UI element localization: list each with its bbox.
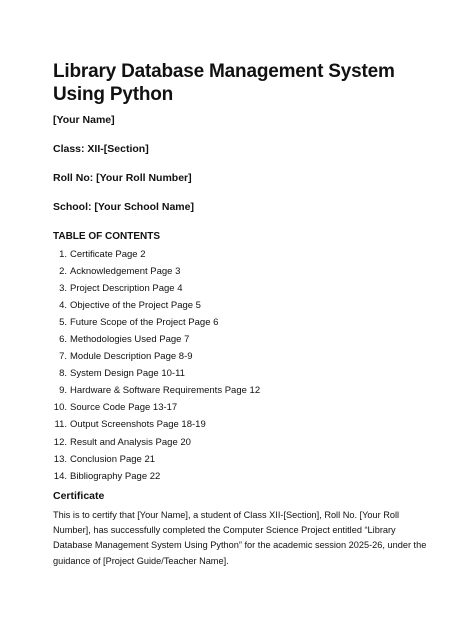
toc-item (53, 468, 260, 485)
toc-item-number: 8. (59, 368, 67, 380)
toc-item-label: Methodologies Used Page 7 (70, 334, 190, 346)
toc-item-label: Bibliography Page 22 (70, 470, 161, 482)
toc-item-number: 11. (54, 419, 67, 431)
toc-item-number: 3. (59, 282, 67, 294)
toc-item (53, 417, 260, 434)
toc-item (53, 297, 260, 314)
toc-item-number: 2. (59, 265, 67, 277)
certificate-paragraph: This is to certify that [Your Name], a student of Class XII-[Section], Roll No. [Your Roll Number], has successfully completed the Computer Science Project entitled “Library Database Management System Using Python” for the academic session 2025-26, under the guidance of [Project Guide/Teacher Name]. (53, 510, 427, 566)
toc-item-label: Project Description Page 4 (70, 282, 183, 294)
toc-item (53, 434, 260, 451)
toc-item (53, 366, 260, 383)
toc-item (53, 331, 260, 348)
toc-list (53, 246, 260, 485)
toc-item (53, 280, 260, 297)
toc-item (53, 314, 260, 331)
toc-item-label: Module Description Page 8-9 (70, 351, 193, 363)
student-name: [Your Name] (53, 114, 115, 126)
toc-item-label: Result and Analysis Page 20 (70, 436, 191, 448)
school-field: School: [Your School Name] (53, 201, 194, 213)
toc-item-label: Acknowledgement Page 3 (70, 265, 181, 277)
toc-item-number: 10. (53, 402, 67, 414)
toc-item-number: 7. (59, 351, 67, 363)
toc-item (53, 349, 260, 366)
toc-item-label: Output Screenshots Page 18-19 (70, 419, 206, 431)
toc-item-label: Certificate Page 2 (70, 248, 146, 260)
toc-item (53, 451, 260, 468)
toc-item (53, 246, 260, 263)
toc-item-label: Conclusion Page 21 (70, 453, 156, 465)
toc-item-number: 5. (59, 316, 67, 328)
certificate-heading: Certificate (53, 490, 105, 502)
toc-item (53, 263, 260, 280)
toc-item-number: 12. (53, 436, 67, 448)
toc-item (53, 383, 260, 400)
class-field: Class: XII-[Section] (53, 143, 149, 155)
toc-item (53, 400, 260, 417)
toc-item-number: 4. (59, 299, 67, 311)
toc-item-label: Source Code Page 13-17 (70, 402, 178, 414)
toc-item-number: 9. (59, 385, 67, 397)
toc-heading: TABLE OF CONTENTS (53, 231, 161, 242)
toc-item-number: 14. (53, 470, 67, 482)
toc-item-label: Future Scope of the Project Page 6 (70, 316, 219, 328)
toc-item-label: Hardware & Software Requirements Page 12 (70, 385, 261, 397)
toc-item-label: System Design Page 10-11 (70, 368, 185, 380)
toc-item-label: Objective of the Project Page 5 (70, 299, 201, 311)
toc-item-number: 13. (53, 453, 67, 465)
toc-item-number: 1. (59, 248, 67, 260)
document-title: Library Database Management System Using Python (53, 61, 395, 105)
toc-item-number: 6. (59, 334, 67, 346)
roll-number-field: Roll No: [Your Roll Number] (53, 172, 192, 184)
